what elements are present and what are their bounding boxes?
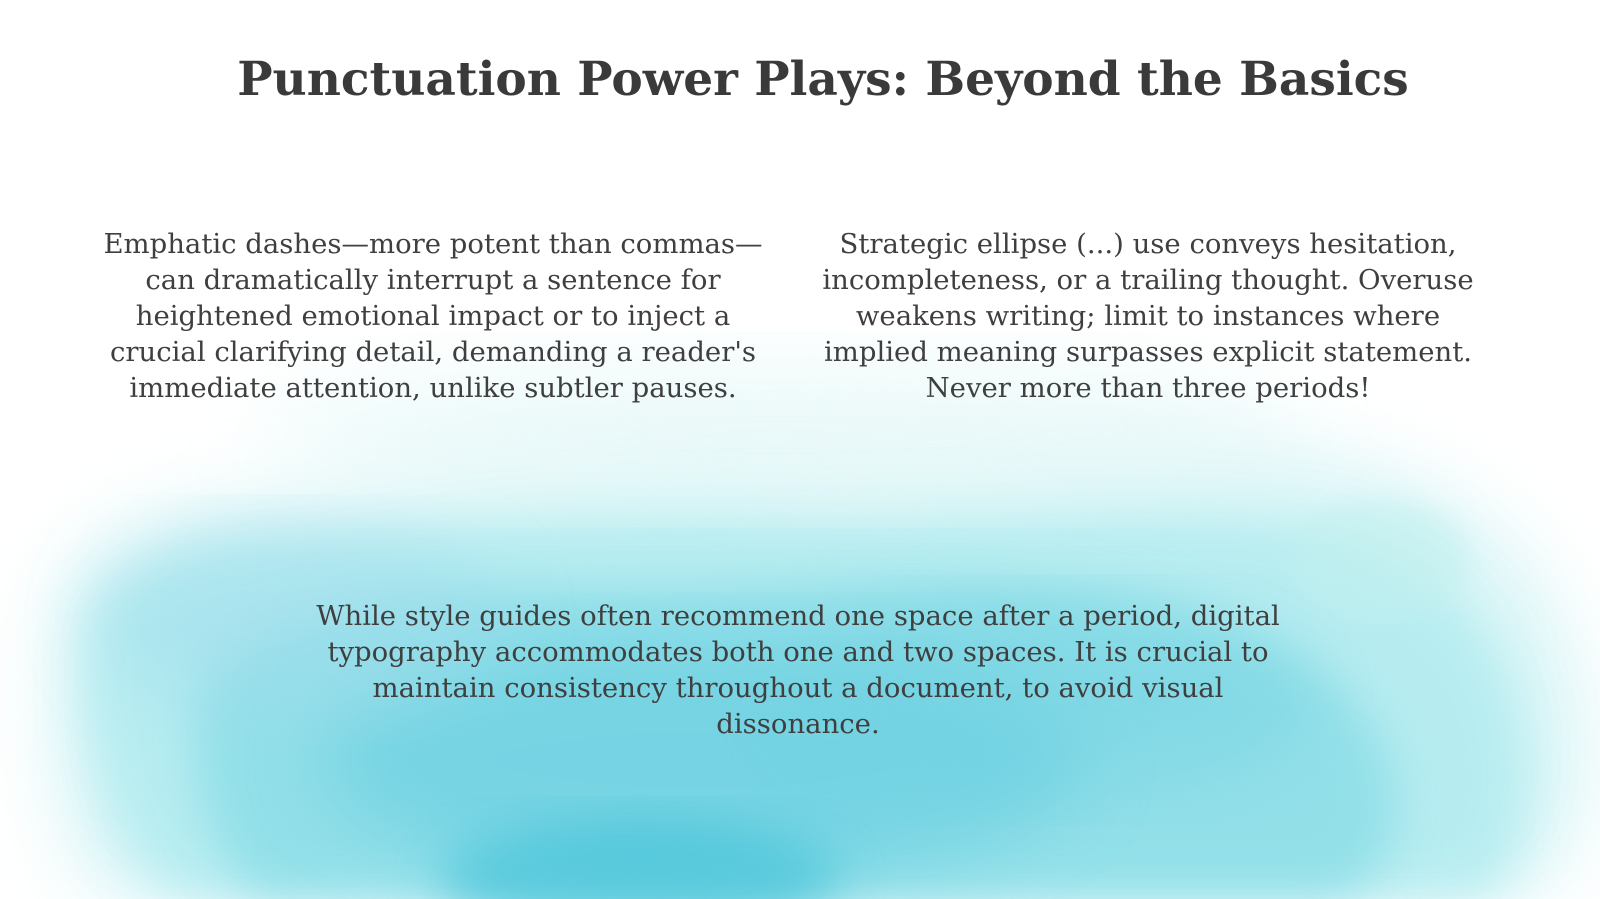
bottom-paragraph: While style guides often recommend one space after a period, digital typography accommodates both one and two spaces. It is crucial to maintain consistency throughout a document, to avoid visual dissonance. bbox=[316, 600, 1280, 740]
slide-title: Punctuation Power Plays: Beyond the Basics bbox=[237, 52, 1409, 107]
left-paragraph: Emphatic dashes—more potent than commas—can dramatically interrupt a sentence for heightened emotional impact or to inject a crucial clarifying detail, demanding a reader's immediate attention, unlike subtler pauses. bbox=[103, 228, 763, 404]
right-paragraph: Strategic ellipse (...) use conveys hesitation, incompleteness, or a trailing thought. Overuse weakens writing; limit to instances where implied meaning surpasses explicit statement. Never more than three periods! bbox=[822, 228, 1474, 404]
